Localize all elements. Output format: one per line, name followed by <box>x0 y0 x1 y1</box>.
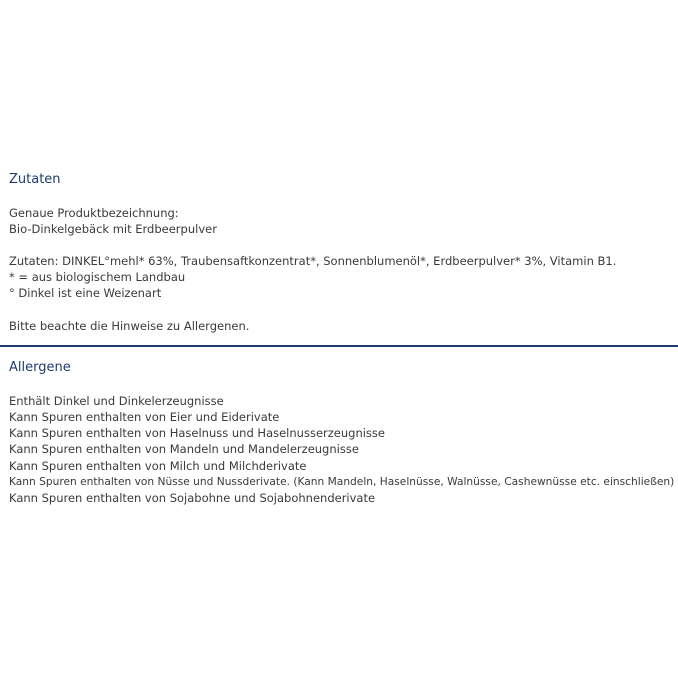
zutaten-heading: Zutaten <box>9 172 61 187</box>
allergen-line: Enthält Dinkel und Dinkelerzeugnisse <box>9 394 224 408</box>
allergene-heading: Allergene <box>9 360 71 375</box>
ingredients-list: Zutaten: DINKEL°mehl* 63%, Traubensaftkonzentrat*, Sonnenblumenöl*, Erdbeerpulver* 3%, Vitamin B1. <box>9 254 617 268</box>
organic-footnote: * = aus biologischem Landbau <box>9 270 186 284</box>
allergen-line: Kann Spuren enthalten von Nüsse und Nussderivate. (Kann Mandeln, Haselnüsse, Walnüsse, Cashewnüsse etc. einschließen) <box>9 475 675 488</box>
section-divider <box>0 345 678 347</box>
allergen-line: Kann Spuren enthalten von Eier und Eiderivate <box>9 410 280 424</box>
spelt-footnote: ° Dinkel ist eine Weizenart <box>9 286 162 300</box>
product-name-value: Bio-Dinkelgebäck mit Erdbeerpulver <box>9 222 217 236</box>
allergen-line: Kann Spuren enthalten von Mandeln und Mandelerzeugnisse <box>9 442 359 456</box>
allergen-line: Kann Spuren enthalten von Milch und Milchderivate <box>9 459 307 473</box>
allergen-hint: Bitte beachte die Hinweise zu Allergenen. <box>9 319 250 333</box>
allergen-line: Kann Spuren enthalten von Sojabohne und Sojabohnenderivate <box>9 491 376 505</box>
allergen-line: Kann Spuren enthalten von Haselnuss und Haselnusserzeugnisse <box>9 426 385 440</box>
product-name-label: Genaue Produktbezeichnung: <box>9 206 179 220</box>
